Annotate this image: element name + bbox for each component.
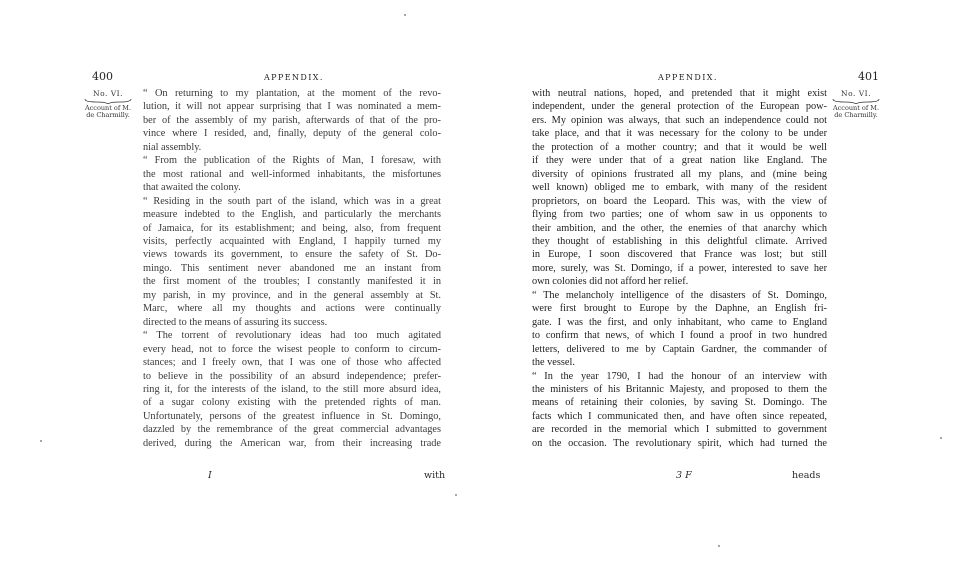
side-note-text: Account of M. de Charmilly. [84, 104, 132, 119]
text-line: “ In the year 1790, I had the honour of an interview with [532, 370, 827, 382]
text-line: own colonies did not afford her relief. [532, 276, 689, 288]
text-line: the ministers of his Britannic Majesty, and proposed to them the [532, 383, 827, 395]
text-line: every head, not to force the wisest people to conform to circum- [143, 343, 441, 355]
text-line: diversity of opinions frustrated all my plans, and (mine being [532, 168, 827, 180]
text-line: take place, and that it was necessary for the colony to be under [532, 128, 827, 140]
text-line: views towards its government, to ensure the safety of St. Do- [143, 249, 441, 261]
side-note-number: No. VI. [841, 89, 871, 98]
text-line: ring it, for the interests of the island, to the still more absurd idea, [143, 383, 441, 395]
side-note-text: Account of M. de Charmilly. [832, 104, 880, 119]
text-line: are recorded in the memorial which I submitted to government [532, 424, 827, 436]
text-line: ers. My opinion was always, that such an independence could not [532, 114, 827, 126]
body-text [532, 87, 827, 450]
text-line: “ From the publication of the Rights of Man, I foresaw, with [143, 155, 441, 167]
text-line: vince where I resided, and, finally, deputy of the general colo- [143, 128, 441, 140]
text-line: on the occasion. The revolutionary spirit, which had turned the [532, 437, 827, 449]
body-text [143, 87, 441, 450]
text-line: the vessel. [532, 357, 575, 369]
scan-speck [718, 545, 720, 547]
text-line: derived, during the American war, from their increasing trade [143, 437, 441, 449]
text-line: mingo. This sentiment never abandoned me an instant from [143, 262, 441, 274]
page-number: 401 [858, 70, 879, 83]
text-line: dazzled by the remembrance of the great commercial advantages [143, 424, 441, 436]
signature-mark: I [208, 470, 212, 481]
text-line: Unfortunately, persons of the greatest influence in St. Domingo, [143, 410, 441, 422]
text-line: directed to the means of assuring its success. [143, 316, 328, 328]
scan-speck [455, 494, 457, 496]
side-note [84, 90, 132, 119]
text-line: if they were under that of a great nation like England. The [532, 155, 827, 167]
text-line: of Jamaica, for its establishment; and being, also, from frequent [143, 222, 441, 234]
text-line: means of retaining their colonies, by saving St. Domingo. The [532, 397, 827, 409]
text-line: they thought of establishing in this delightful climate. Arrived [532, 235, 827, 247]
text-line: more, surely, was St. Domingo, if a power, interested to save her [532, 262, 827, 274]
page-number: 400 [92, 70, 113, 83]
text-line: ber of the assembly of my parish, afterwards of that of the pro- [143, 114, 441, 126]
scan-speck [404, 14, 406, 16]
text-line: “ Residing in the south part of the island, which was in a great [143, 195, 441, 207]
text-line: were first brought to Europe by the Daphne, an English fri- [532, 303, 827, 315]
text-line: of a sugar colony existing with the pretended rights of man. [143, 397, 441, 409]
text-line: nial assembly. [143, 141, 202, 153]
text-line: proprietors, on board the Leopard. This was, with the view of [532, 195, 827, 207]
text-line: the protection of a mother country; and that it would be well [532, 141, 827, 153]
running-head: APPENDIX. [264, 73, 324, 82]
catchword: heads [792, 470, 821, 481]
side-note [832, 90, 880, 119]
text-line: my parish, in my province, and in the general assembly at St. [143, 289, 441, 301]
text-line: stances; and I freely own, that I was one of those who affected [143, 357, 441, 369]
text-line: “ The torrent of revolutionary ideas had too much agitated [143, 330, 441, 342]
text-line: “ On returning to my plantation, at the moment of the revo- [143, 88, 441, 99]
running-head: APPENDIX. [658, 73, 718, 82]
text-line: the most rational and well-informed inhabitants, the misfortunes [143, 168, 441, 180]
catchword: with [424, 470, 446, 481]
text-line: with neutral nations, hoped, and pretended that it might exist [532, 88, 827, 99]
right-page [490, 0, 980, 567]
text-line: in Europe, I soon discovered that France was lost; but still [532, 249, 827, 261]
text-line: letters, delivered to me by Captain Gardner, the commander of [532, 343, 827, 355]
text-line: to believe in the possibility of an absurd independence; prefer- [143, 370, 441, 382]
text-line: measure indebted to the English, and particularly the merchants [143, 209, 441, 221]
text-line: that awaited the colony. [143, 182, 241, 194]
text-line: to confirm that news, of which I found a proof in two hundred [532, 330, 827, 342]
text-line: well known) obliged me to embark, with many of the resident [532, 182, 827, 194]
text-line: visits, perfectly acquainted with England, I happily turned my [143, 235, 441, 247]
text-line: facts which I communicated then, and have often since repeated, [532, 410, 827, 422]
text-line: independent, under the general protection of the European pow- [532, 101, 827, 113]
text-line: “ The melancholy intelligence of the disasters of St. Domingo, [532, 289, 827, 301]
scan-speck [940, 437, 942, 439]
scan-speck [40, 440, 42, 442]
text-line: gate. I was the first, and only inhabitant, who came to England [532, 316, 827, 328]
text-line: flying from two parties; one of whom saw in us opponents to [532, 209, 827, 221]
text-line: Marc, where all my thoughts and actions were continually [143, 303, 441, 315]
text-line: the first moment of the troubles; I constantly manifested it in [143, 276, 441, 288]
side-note-number: No. VI. [93, 89, 123, 98]
text-line: their ambition, and the other, the enemies of that anarchy which [532, 222, 827, 234]
signature-mark: 3 F [676, 470, 692, 481]
text-line: lution, it will not appear surprising that I was nominated a mem- [143, 101, 441, 113]
